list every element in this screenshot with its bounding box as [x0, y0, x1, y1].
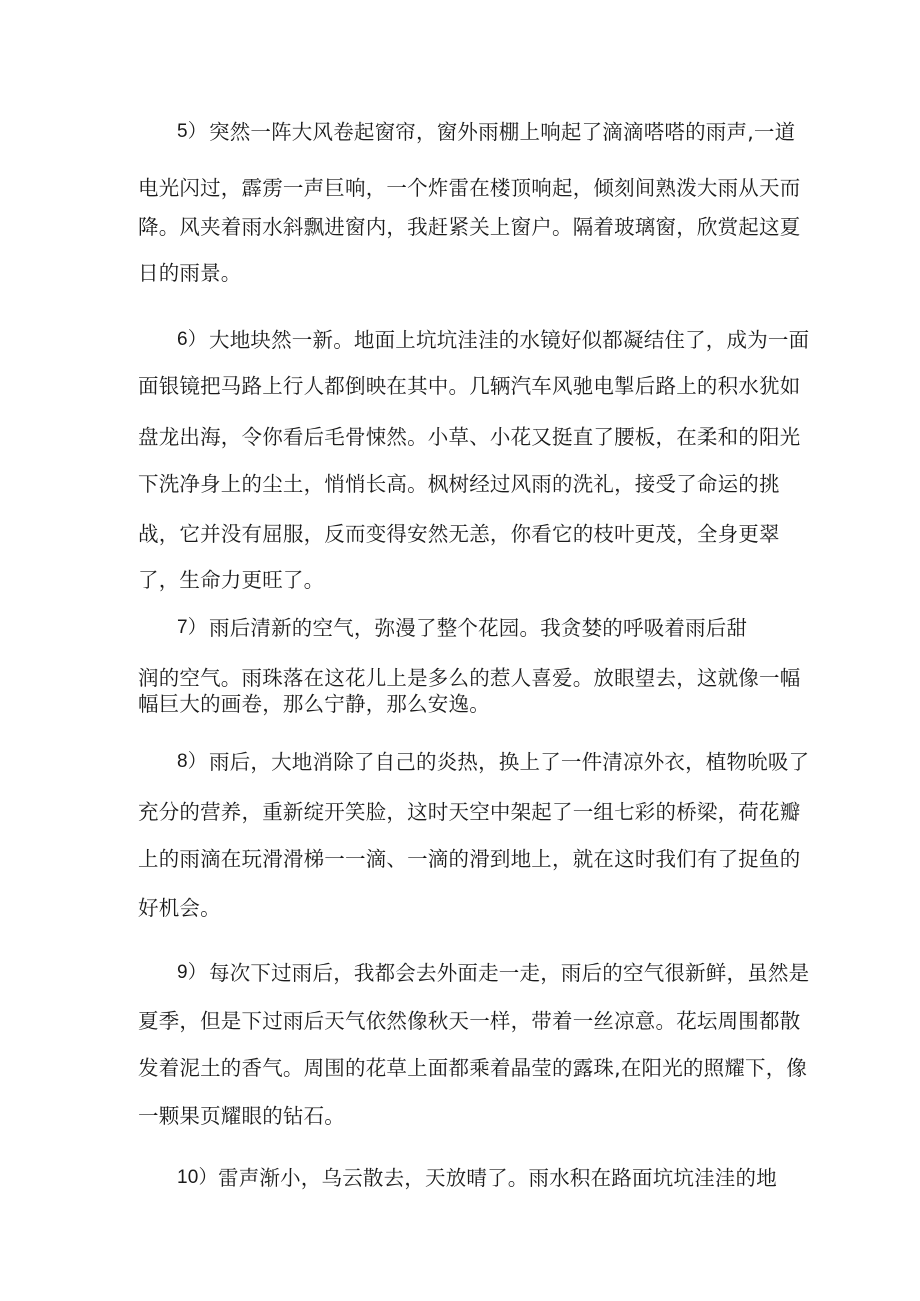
paragraph-9-line-2: [0, 1006, 920, 1036]
paragraph-text: 雨后，大地消除了自己的炎热，换上了一件清凉外衣，植物吮吸了: [209, 750, 810, 774]
paragraph-number: 6）: [177, 329, 207, 350]
paragraph-6-line-4: [0, 469, 920, 499]
paragraph-8-line-2: [0, 797, 920, 827]
paragraph-7-line-3: [0, 689, 920, 719]
paragraph-6-line-1: [0, 325, 920, 355]
paragraph-text: 突然一阵大风卷起窗帘，窗外雨棚上响起了滴滴嗒嗒的雨声,一道: [209, 120, 796, 144]
paragraph-5-line-3: [0, 212, 920, 242]
paragraph-text: 幅巨大的画卷，那么宁静，那么安逸。: [138, 692, 490, 716]
paragraph-text: 夏季，但是下过雨后天气依然像秋天一样，带着一丝凉意。花坛周围都散: [138, 1009, 801, 1033]
paragraph-9-line-3: [0, 1053, 920, 1083]
paragraph-number: 9）: [177, 962, 207, 983]
paragraph-text: 发着泥土的香气。周围的花草上面都乘着晶莹的露珠,在阳光的照耀下，像: [138, 1056, 808, 1080]
paragraph-text: 上的雨滴在玩滑滑梯一一滴、一滴的滑到地上，就在这时我们有了捉鱼的: [138, 847, 801, 871]
paragraph-8-line-4: [0, 893, 920, 923]
paragraph-6-line-5: [0, 519, 920, 549]
paragraph-number: 8）: [177, 751, 207, 772]
paragraph-10-line-1: [0, 1163, 920, 1193]
paragraph-text: 充分的营养，重新绽开笑脸，这时天空中架起了一组七彩的桥梁，荷花瓣: [138, 800, 801, 824]
paragraph-text: 电光闪过，霹雳一声巨响，一个炸雷在楼顶响起，倾刻间熟泼大雨从天而: [138, 176, 801, 200]
paragraph-9-line-4: [0, 1101, 920, 1131]
paragraph-text: 一颗果页耀眼的钻石。: [138, 1104, 345, 1128]
paragraph-text: 每次下过雨后，我都会去外面走一走，雨后的空气很新鲜，虽然是: [209, 961, 810, 985]
paragraph-number: 10）: [177, 1167, 218, 1188]
paragraph-text: 雷声渐小，乌云散去，天放晴了。雨水积在路面坑坑洼洼的地: [218, 1166, 777, 1190]
paragraph-9-line-1: [0, 958, 920, 988]
paragraph-text: 了，生命力更旺了。: [138, 568, 325, 592]
paragraph-text: 好机会。: [138, 896, 221, 920]
paragraph-8-line-1: [0, 747, 920, 777]
paragraph-5-line-1: [0, 117, 920, 147]
paragraph-5-line-4: [0, 258, 920, 288]
paragraph-6-line-2: [0, 371, 920, 401]
paragraph-6-line-6: [0, 565, 920, 595]
paragraph-text: 战，它并没有屈服，反而变得安然无恙，你看它的枝叶更茂，全身更翠: [138, 522, 780, 546]
paragraph-text: 面银镜把马路上行人都倒映在其中。几辆汽车风驰电掣后路上的积水犹如: [138, 374, 801, 398]
paragraph-text: 日的雨景。: [138, 261, 242, 285]
paragraph-8-line-3: [0, 844, 920, 874]
paragraph-text: 盘龙出海，令你看后毛骨悚然。小草、小花又挺直了腰板，在柔和的阳光: [138, 425, 801, 449]
paragraph-6-line-3: [0, 422, 920, 452]
paragraph-5-line-2: [0, 173, 920, 203]
paragraph-number: 5）: [177, 121, 207, 142]
paragraph-number: 7）: [177, 617, 207, 638]
paragraph-text: 润的空气。雨珠落在这花儿上是多么的惹人喜爱。放眼望去，这就像一幅: [138, 666, 801, 690]
paragraph-text: 下洗净身上的尘土，悄悄长高。枫树经过风雨的洗礼，接受了命运的挑: [138, 472, 780, 496]
paragraph-text: 降。风夹着雨水斜飘进窗内，我赶紧关上窗户。隔着玻璃窗，欣赏起这夏: [138, 215, 801, 239]
paragraph-text: 雨后清新的空气，弥漫了整个花园。我贪婪的呼吸着雨后甜: [209, 616, 748, 640]
paragraph-text: 大地块然一新。地面上坑坑洼洼的水镜好似都凝结住了，成为一面: [209, 328, 810, 352]
paragraph-7-line-1: [0, 613, 920, 643]
